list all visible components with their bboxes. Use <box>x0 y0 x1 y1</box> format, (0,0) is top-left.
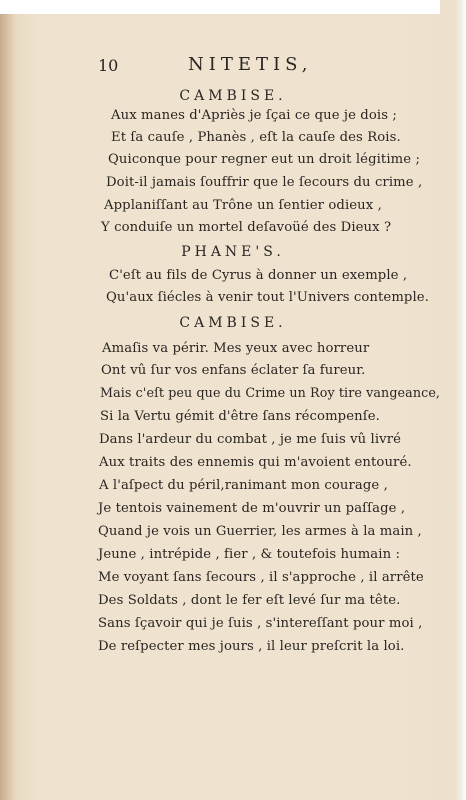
verse-line: Mais c'eſt peu que du Crime un Roy tire vangeance, <box>100 386 441 401</box>
running-title: NITETIS, <box>188 54 313 75</box>
verse-line: Y conduiſe un mortel deſavoüé des Dieux ? <box>101 220 392 235</box>
verse-line: Ont vû ſur vos enfans éclater ſa fureur. <box>101 363 366 378</box>
verse-line: Aux traits des ennemis qui m'avoient entouré. <box>99 455 412 470</box>
verse-line: Applaniſſant au Trône un ſentier odieux , <box>104 198 382 213</box>
verse-line: Dans l'ardeur du combat , je me ſuis vû livré <box>99 432 402 447</box>
verse-line: Amaſis va périr. Mes yeux avec horreur <box>102 341 370 356</box>
page-number: 10 <box>98 56 119 75</box>
verse-line: De reſpecter mes jours , il leur preſcrit la loi. <box>98 639 405 654</box>
verse-line: Jeune , intrépide , fier , & toutefois humain : <box>98 547 401 562</box>
verse-line: Me voyant ſans ſecours , il s'approche , il arrête <box>98 570 424 585</box>
verse-line: Et ſa cauſe , Phanès , eſt la cauſe des Rois. <box>111 130 401 145</box>
verse-line: Qu'aux ſiécles à venir tout l'Univers contemple. <box>106 290 429 305</box>
speaker-heading: CAMBISE. <box>179 315 287 331</box>
speaker-heading: PHANE'S. <box>181 244 285 260</box>
scan-margin <box>0 0 440 14</box>
verse-line: Quiconque pour regner eut un droit légitime ; <box>108 152 420 167</box>
verse-line: Sans ſçavoir qui je ſuis , s'intereſſant pour moi , <box>98 616 423 631</box>
verse-line: Je tentois vainement de m'ouvrir un paſſage , <box>98 501 406 516</box>
page-gutter-shadow <box>0 14 16 800</box>
verse-line: Doit-il jamais ſouffrir que le ſecours du crime , <box>106 175 423 190</box>
speaker-heading: CAMBISE. <box>179 88 287 104</box>
verse-line: Si la Vertu gémit d'être ſans récompenſe. <box>100 409 380 424</box>
verse-line: C'eſt au fils de Cyrus à donner un exemple , <box>109 268 408 283</box>
verse-line: Aux manes d'Apriès je ſçai ce que je dois ; <box>111 108 397 123</box>
verse-line: Des Soldats , dont le fer eſt levé ſur ma tête. <box>98 593 401 608</box>
verse-line: Quand je vois un Guerrier, les armes à la main , <box>98 524 422 539</box>
page-header <box>98 54 428 80</box>
verse-line: A l'aſpect du péril,ranimant mon courage , <box>99 478 388 493</box>
